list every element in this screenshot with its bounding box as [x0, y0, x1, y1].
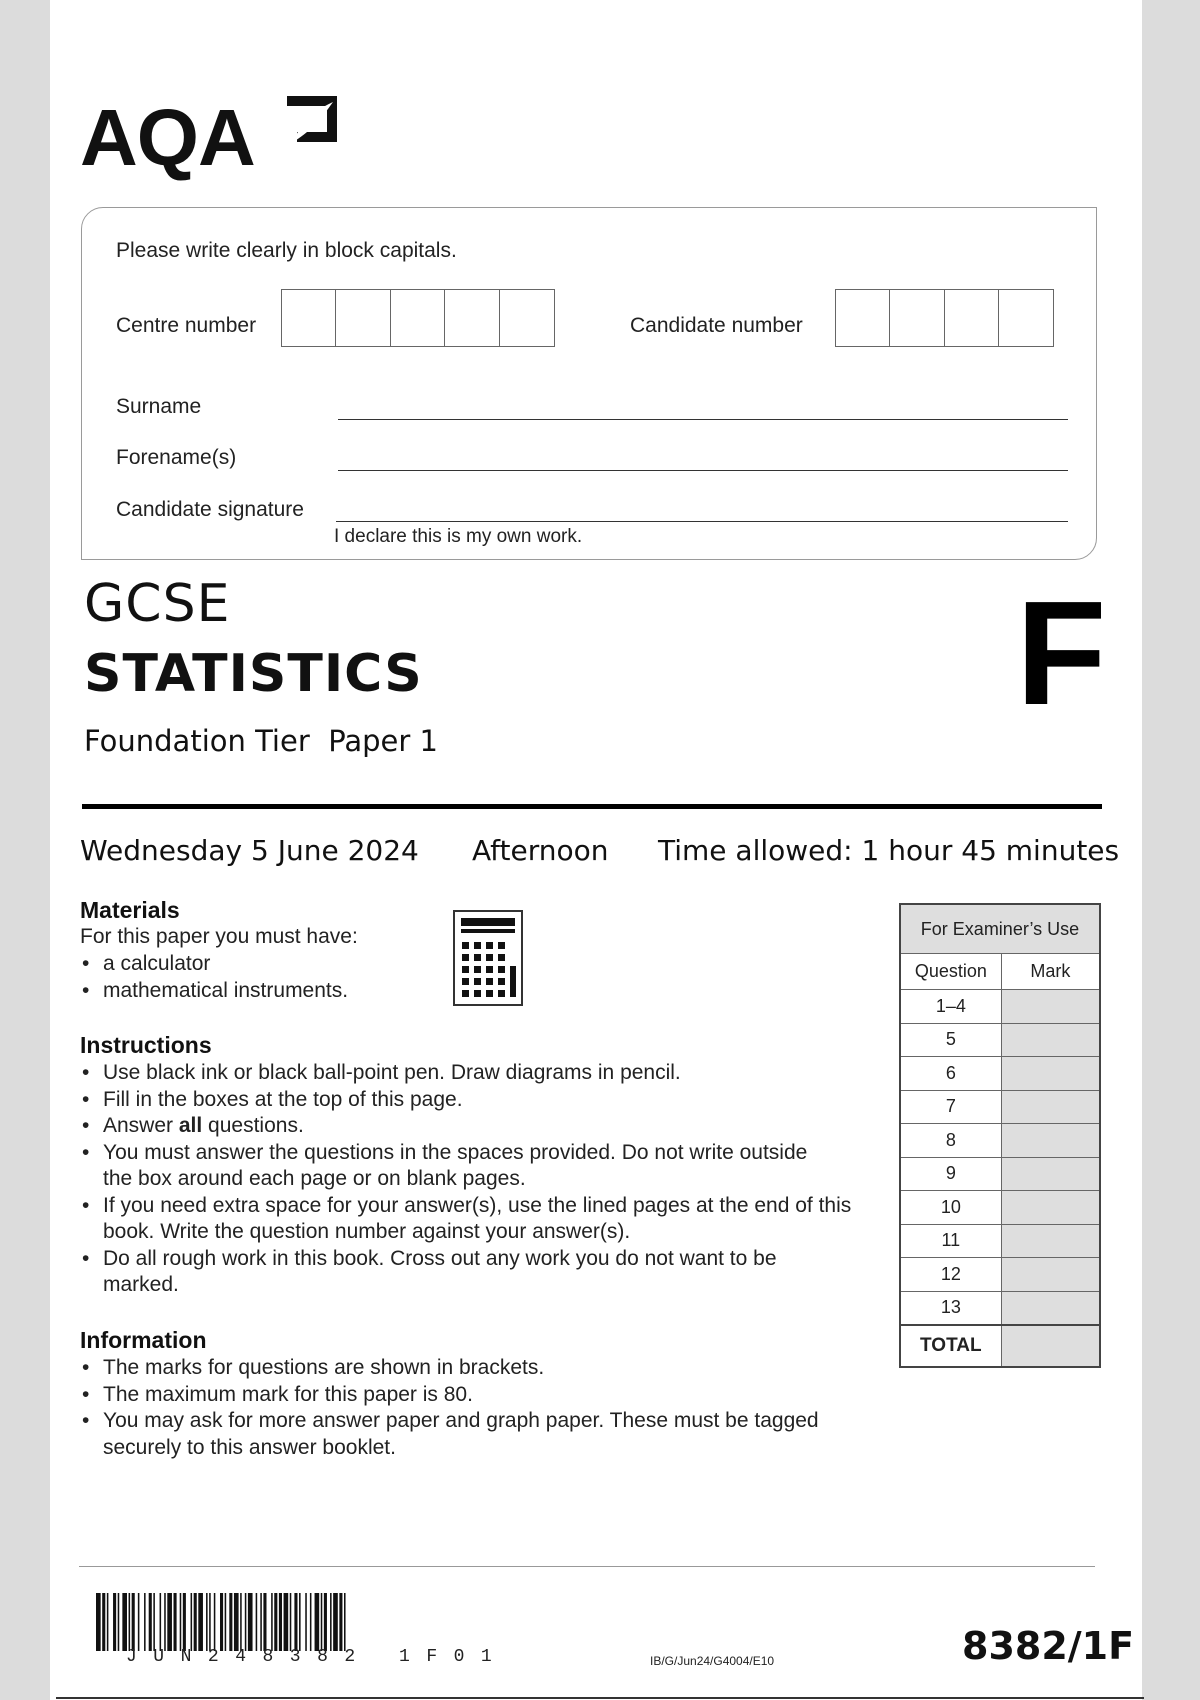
centre-number-digit-box[interactable] [281, 289, 337, 347]
barcode-bar [191, 1593, 193, 1651]
list-item: • Use black ink or black ball-point pen. Draw diagrams in pencil. [80, 1060, 870, 1087]
table-row [900, 1258, 1100, 1292]
paper-code: 8382/1F [962, 1624, 1135, 1668]
centre-number-digit-box[interactable] [444, 289, 500, 347]
table-row [900, 1191, 1100, 1225]
barcode-bar [194, 1593, 197, 1651]
barcode-bar [333, 1593, 338, 1651]
barcode-bar [149, 1593, 152, 1651]
barcode-bar [220, 1593, 223, 1651]
page-bottom-rule [56, 1697, 1144, 1699]
list-item: • Fill in the boxes at the top of this page. [80, 1087, 870, 1114]
barcode-bar [96, 1593, 101, 1651]
mark-cell [1001, 1291, 1100, 1325]
barcode-bar [305, 1593, 307, 1651]
barcode-bar [206, 1593, 208, 1651]
barcode-bar [290, 1593, 292, 1651]
instructions-list [80, 1060, 870, 1299]
centre-number-digit-box[interactable] [335, 289, 391, 347]
footer-rule [79, 1566, 1095, 1567]
forenames-line[interactable] [338, 470, 1068, 471]
barcode-bar [299, 1593, 301, 1651]
barcode-bar [279, 1593, 282, 1651]
aqa-logo-text: AQA [80, 93, 255, 182]
table-row [900, 1157, 1100, 1191]
exam-date: Wednesday 5 June 2024 [80, 834, 419, 867]
barcode-bar [324, 1593, 327, 1651]
barcode-image [96, 1593, 508, 1651]
forenames-label: Forename(s) [116, 446, 237, 469]
table-row [900, 990, 1100, 1024]
exam-session: Afternoon [472, 834, 609, 867]
barcode-bar [129, 1593, 131, 1651]
mark-cell [1001, 1090, 1100, 1124]
candidate-number-boxes [836, 289, 1054, 347]
information-list [80, 1355, 840, 1461]
subject-title: STATISTICS [84, 644, 423, 704]
candidate-number-digit-box[interactable] [998, 289, 1054, 347]
candidate-number-label: Candidate number [630, 314, 803, 337]
list-item: • Answer all questions. [80, 1113, 870, 1140]
table-row [900, 1291, 1100, 1325]
barcode-bar [339, 1593, 342, 1651]
materials-list [80, 951, 410, 1004]
signature-line[interactable] [336, 521, 1068, 522]
list-item: • You may ask for more answer paper and graph paper. These must be tagged securely to this answer booklet. [80, 1408, 840, 1461]
candidate-number-digit-box[interactable] [889, 289, 945, 347]
barcode-bar [225, 1593, 227, 1651]
tier-paper-line [84, 724, 438, 758]
barcode-bar [344, 1593, 346, 1651]
barcode-bar [209, 1593, 211, 1651]
barcode-bar [263, 1593, 266, 1651]
barcode-bar [132, 1593, 135, 1651]
list-item: • If you need extra space for your answer(s), use the lined pages at the end of this book. Write the question number against your answer(s). [80, 1193, 870, 1246]
barcode-bar [107, 1593, 109, 1651]
surname-line[interactable] [338, 419, 1068, 420]
question-number: 11 [900, 1224, 1001, 1258]
materials-intro: For this paper you must have: [80, 925, 358, 948]
barcode-bar [102, 1593, 105, 1651]
table-row [900, 1224, 1100, 1258]
barcode-bar [330, 1593, 332, 1651]
mark-cell [1001, 990, 1100, 1024]
barcode-bar [183, 1593, 186, 1651]
barcode-bar [274, 1593, 277, 1651]
question-number: 12 [900, 1258, 1001, 1292]
barcode-bar [153, 1593, 155, 1651]
barcode-bar [180, 1593, 182, 1651]
mark-cell [1001, 1191, 1100, 1225]
paper-label: Paper 1 [328, 724, 438, 758]
list-item: • a calculator [80, 951, 410, 978]
mark-cell [1001, 1258, 1100, 1292]
table-row [900, 1090, 1100, 1124]
question-number: 13 [900, 1291, 1001, 1325]
barcode-bar [315, 1593, 320, 1651]
list-item: • You must answer the questions in the spaces provided. Do not write outside the box around each page or on blank pages. [80, 1140, 823, 1193]
mark-cell [1001, 1224, 1100, 1258]
barcode-bar [310, 1593, 312, 1651]
block-capitals-instruction: Please write clearly in block capitals. [116, 239, 457, 262]
barcode-bar [229, 1593, 232, 1651]
barcode-text: JUN248382 1F01 [126, 1647, 509, 1667]
materials-heading: Materials [80, 897, 180, 923]
barcode-bar [245, 1593, 247, 1651]
barcode-bar [214, 1593, 216, 1651]
header-rule [82, 804, 1102, 809]
examiner-use-table [899, 903, 1101, 1368]
mark-column-header: Mark [1001, 954, 1100, 990]
total-label: TOTAL [900, 1325, 1001, 1367]
barcode-bar [164, 1593, 166, 1651]
centre-number-digit-box[interactable] [499, 289, 555, 347]
barcode-bar [198, 1593, 203, 1651]
tier-letter: F [1016, 571, 1107, 736]
centre-number-digit-box[interactable] [390, 289, 446, 347]
table-row [900, 1023, 1100, 1057]
qualification-title: GCSE [84, 574, 231, 634]
question-number: 9 [900, 1157, 1001, 1191]
candidate-details-box [81, 207, 1097, 560]
barcode-bar [160, 1593, 162, 1651]
candidate-number-digit-box[interactable] [835, 289, 891, 347]
barcode-bar [118, 1593, 120, 1651]
barcode-bar [321, 1593, 323, 1651]
barcode-bar [167, 1593, 172, 1651]
barcode-bar [174, 1593, 177, 1651]
declaration-text: I declare this is my own work. [334, 526, 583, 547]
examiner-table-title: For Examiner’s Use [900, 904, 1100, 954]
question-number: 8 [900, 1124, 1001, 1158]
question-number: 1–4 [900, 990, 1001, 1024]
barcode-bar [122, 1593, 127, 1651]
time-allowed: Time allowed: 1 hour 45 minutes [658, 834, 1120, 867]
aqa-leaf-logo-icon [283, 92, 341, 150]
centre-number-label: Centre number [116, 314, 257, 337]
signature-label: Candidate signature [116, 498, 304, 521]
tier-label: Foundation Tier [84, 724, 310, 758]
list-item: • Do all rough work in this book. Cross out any work you do not want to be marked. [80, 1246, 823, 1299]
list-item: • The maximum mark for this paper is 80. [80, 1382, 840, 1409]
barcode-bar [144, 1593, 146, 1651]
question-number: 10 [900, 1191, 1001, 1225]
mark-cell [1001, 1057, 1100, 1091]
information-heading: Information [80, 1327, 207, 1353]
barcode-bar [256, 1593, 258, 1651]
mark-cell [1001, 1124, 1100, 1158]
total-mark-cell [1001, 1325, 1100, 1367]
question-number: 5 [900, 1023, 1001, 1057]
centre-number-boxes [282, 289, 555, 347]
barcode-bar [138, 1593, 140, 1651]
question-number: 7 [900, 1090, 1001, 1124]
table-row [900, 1057, 1100, 1091]
document-reference: IB/G/Jun24/G4004/E10 [650, 1654, 775, 1668]
barcode-bar [113, 1593, 116, 1651]
question-column-header: Question [900, 954, 1001, 990]
question-number: 6 [900, 1057, 1001, 1091]
instructions-heading: Instructions [80, 1032, 212, 1058]
list-item: • The marks for questions are shown in brackets. [80, 1355, 840, 1382]
calculator-icon [453, 910, 523, 1006]
barcode-bar [234, 1593, 239, 1651]
barcode-bar [271, 1593, 273, 1651]
total-row [900, 1325, 1100, 1367]
barcode-bar [248, 1593, 253, 1651]
candidate-number-digit-box[interactable] [944, 289, 1000, 347]
list-item: • mathematical instruments. [80, 978, 410, 1005]
surname-label: Surname [116, 395, 202, 418]
barcode-bar [240, 1593, 242, 1651]
barcode-bar [294, 1593, 297, 1651]
mark-cell [1001, 1023, 1100, 1057]
mark-cell [1001, 1157, 1100, 1191]
barcode-bar [260, 1593, 262, 1651]
table-row [900, 1124, 1100, 1158]
barcode-bar [284, 1593, 289, 1651]
